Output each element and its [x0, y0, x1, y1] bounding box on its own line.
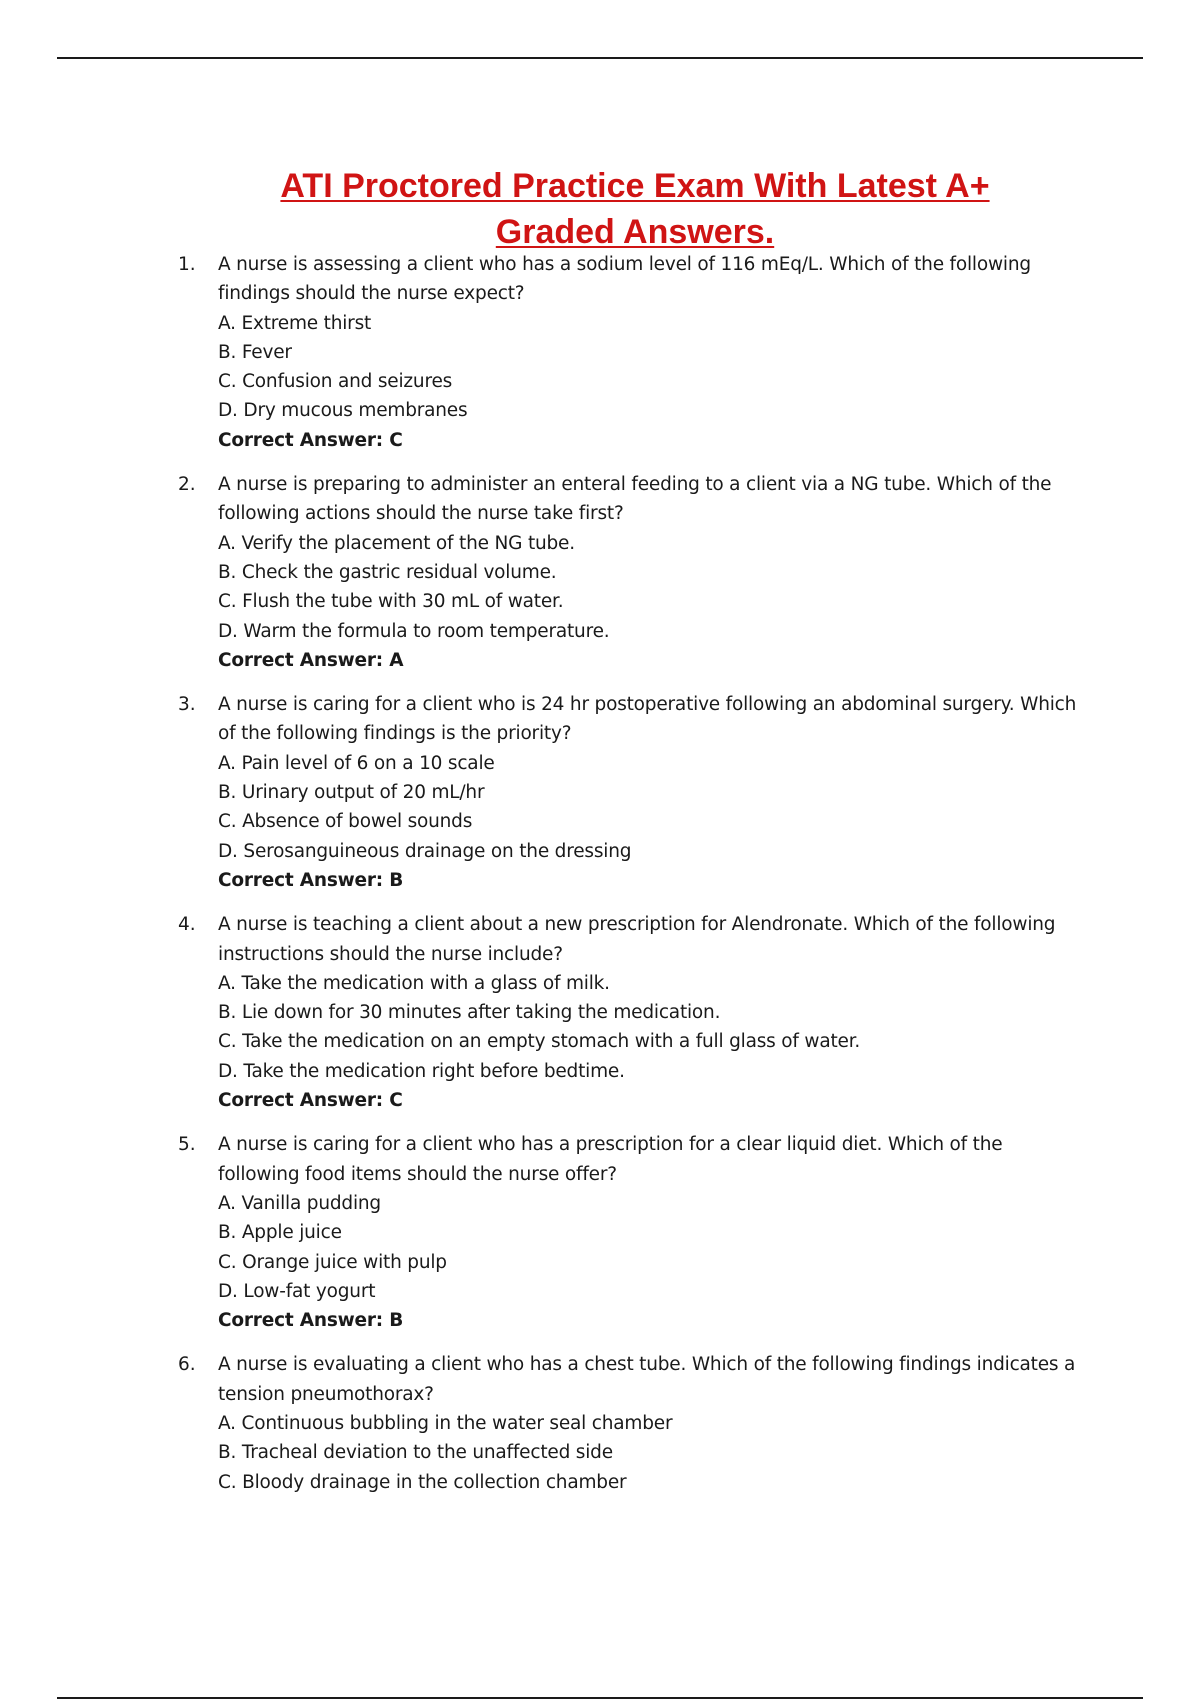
option-c: C. Absence of bowel sounds: [218, 811, 473, 833]
option-a: A. Take the medication with a glass of milk.: [218, 972, 610, 994]
question-number: 4.: [178, 914, 196, 936]
option-c: C. Orange juice with pulp: [218, 1251, 447, 1273]
option-c: C. Confusion and seizures: [218, 371, 453, 393]
correct-answer: Correct Answer: A: [218, 649, 404, 671]
question-item: [178, 1350, 1078, 1496]
option-c: C. Take the medication on an empty stomach with a full glass of water.: [218, 1031, 861, 1053]
option-d: D. Take the medication right before bedtime.: [218, 1060, 625, 1082]
option-b: B. Tracheal deviation to the unaffected side: [218, 1442, 613, 1464]
option-a: A. Verify the placement of the NG tube.: [218, 532, 575, 554]
question-item: [178, 690, 1078, 895]
question-text: A nurse is teaching a client about a new prescription for Alendronate. Which of the following instructions should the nurse include?: [218, 914, 1056, 965]
question-text: A nurse is caring for a client who has a prescription for a clear liquid diet. Which of the following food items should the nurse offer?: [218, 1134, 1003, 1185]
option-d: D. Low-fat yogurt: [218, 1280, 376, 1302]
question-item: [178, 910, 1078, 1115]
option-b: B. Lie down for 30 minutes after taking the medication.: [218, 1002, 721, 1024]
question-number: 5.: [178, 1134, 196, 1156]
correct-answer: Correct Answer: C: [218, 1090, 403, 1112]
question-text: A nurse is assessing a client who has a sodium level of 116 mEq/L. Which of the following findings should the nurse expect?: [218, 254, 1031, 305]
option-b: B. Apple juice: [218, 1222, 342, 1244]
question-item: [178, 1130, 1078, 1335]
question-text: A nurse is caring for a client who is 24 hr postoperative following an abdominal surgery. Which of the following findings is the priority?: [218, 694, 1077, 745]
option-d: D. Warm the formula to room temperature.: [218, 620, 610, 642]
footer-rule: [57, 1697, 1143, 1699]
option-a: A. Vanilla pudding: [218, 1192, 381, 1214]
option-d: D. Dry mucous membranes: [218, 400, 468, 422]
option-d: D. Serosanguineous drainage on the dressing: [218, 840, 632, 862]
correct-answer: Correct Answer: B: [218, 1310, 404, 1332]
question-list: [178, 250, 1078, 1512]
option-a: A. Pain level of 6 on a 10 scale: [218, 752, 495, 774]
option-c: C. Bloody drainage in the collection chamber: [218, 1471, 627, 1493]
question-number: 2.: [178, 474, 196, 496]
correct-answer: Correct Answer: B: [218, 869, 404, 891]
question-number: 3.: [178, 694, 196, 716]
option-a: A. Continuous bubbling in the water seal chamber: [218, 1412, 673, 1434]
option-b: B. Check the gastric residual volume.: [218, 561, 557, 583]
option-a: A. Extreme thirst: [218, 312, 372, 334]
option-b: B. Fever: [218, 341, 292, 363]
title-line-1: ATI Proctored Practice Exam With Latest A+: [280, 166, 990, 205]
title-line-2: Graded Answers.: [495, 212, 775, 251]
question-item: [178, 250, 1078, 455]
question-text: A nurse is preparing to administer an enteral feeding to a client via a NG tube. Which of the following actions should the nurse take first?: [218, 474, 1052, 525]
question-item: [178, 470, 1078, 675]
question-text: A nurse is evaluating a client who has a chest tube. Which of the following findings indicates a tension pneumothorax?: [218, 1354, 1076, 1405]
option-c: C. Flush the tube with 30 mL of water.: [218, 591, 564, 613]
question-number: 1.: [178, 254, 196, 275]
header-rule: [57, 57, 1143, 59]
option-b: B. Urinary output of 20 mL/hr: [218, 782, 485, 804]
correct-answer: Correct Answer: C: [218, 429, 403, 451]
question-number: 6.: [178, 1354, 196, 1376]
document-title: [200, 163, 1070, 255]
